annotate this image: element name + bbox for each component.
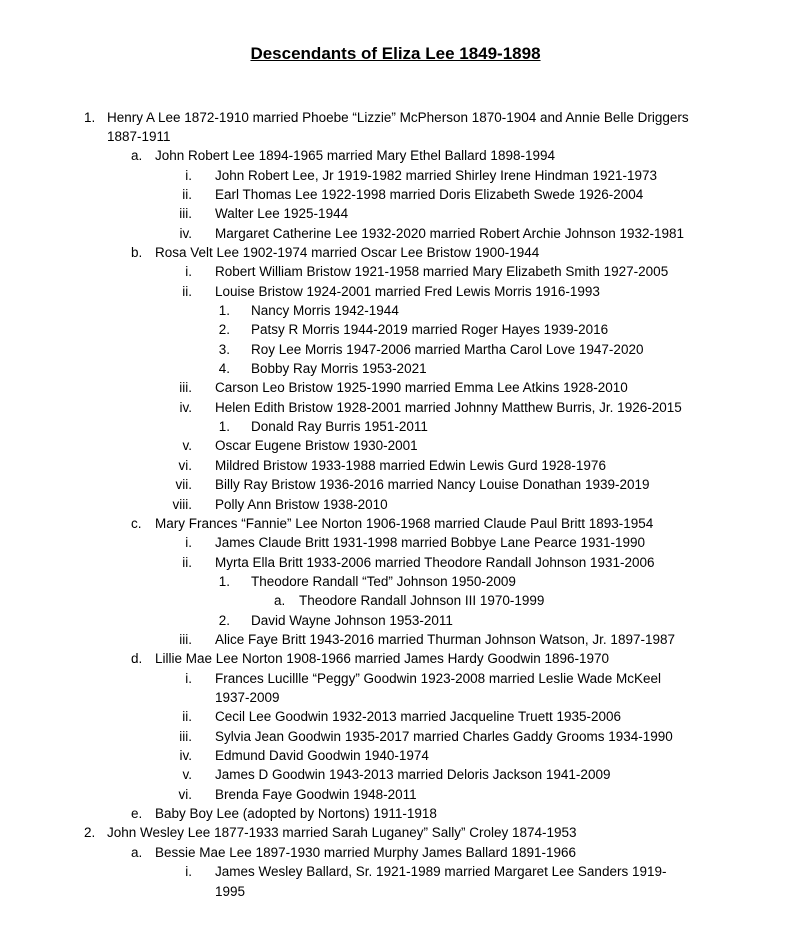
- list-marker: i.: [185, 670, 192, 686]
- list-item: David Wayne Johnson 1953-2011: [251, 612, 453, 628]
- list-marker: 1.: [218, 573, 230, 589]
- list-marker: vi.: [178, 457, 192, 473]
- list-marker: ii.: [182, 554, 192, 570]
- list-marker: vii.: [175, 477, 192, 493]
- list-marker: 3.: [218, 341, 230, 357]
- list-item: Bessie Mae Lee 1897-1930 married Murphy James Ballard 1891-1966: [155, 844, 576, 860]
- list-marker: i.: [185, 264, 192, 280]
- list-item: Sylvia Jean Goodwin 1935-2017 married Charles Gaddy Grooms 1934-1990: [215, 728, 673, 744]
- list-item: Patsy R Morris 1944-2019 married Roger Hayes 1939-2016: [251, 322, 609, 338]
- list-item: Louise Bristow 1924-2001 married Fred Lewis Morris 1916-1993: [215, 283, 600, 299]
- list-marker: i.: [185, 535, 192, 551]
- list-item: Edmund David Goodwin 1940-1974: [215, 748, 429, 764]
- list-item: Nancy Morris 1942-1944: [251, 303, 399, 318]
- list-item: Oscar Eugene Bristow 1930-2001: [215, 438, 418, 454]
- list-marker: iv.: [179, 399, 192, 415]
- list-marker: ii.: [182, 186, 192, 202]
- list-item: Polly Ann Bristow 1938-2010: [215, 496, 388, 512]
- list-marker: 2.: [218, 612, 230, 628]
- list-item: Helen Edith Bristow 1928-2001 married Johnny Matthew Burris, Jr. 1926-2015: [215, 399, 682, 415]
- list-item: Theodore Randall Johnson III 1970-1999: [299, 593, 545, 609]
- list-item: Robert William Bristow 1921-1958 married Mary Elizabeth Smith 1927-2005: [215, 264, 669, 280]
- list-item: Earl Thomas Lee 1922-1998 married Doris Elizabeth Swede 1926-2004: [215, 186, 644, 202]
- list-item: Carson Leo Bristow 1925-1990 married Emma Lee Atkins 1928-2010: [215, 380, 628, 396]
- list-item: Walter Lee 1925-1944: [215, 206, 349, 222]
- list-marker: 2.: [84, 825, 96, 841]
- list-marker: vi.: [178, 786, 192, 802]
- list-marker: d.: [131, 651, 143, 667]
- list-item: Mary Frances “Fannie” Lee Norton 1906-1968 married Claude Paul Britt 1893-1954: [155, 515, 654, 531]
- list-marker: viii.: [172, 496, 192, 512]
- list-item: John Robert Lee 1894-1965 married Mary Ethel Ballard 1898-1994: [155, 148, 555, 164]
- list-item: 1887-1911: [107, 128, 171, 144]
- list-marker: 1.: [218, 419, 230, 435]
- list-marker: b.: [131, 244, 143, 260]
- list-item: John Robert Lee, Jr 1919-1982 married Shirley Irene Hindman 1921-1973: [215, 167, 658, 183]
- list-item: Bobby Ray Morris 1953-2021: [251, 361, 427, 377]
- list-item: Baby Boy Lee (adopted by Nortons) 1911-1918: [155, 806, 437, 822]
- list-marker: i.: [185, 167, 192, 183]
- list-item: Alice Faye Britt 1943-2016 married Thurman Johnson Watson, Jr. 1897-1987: [215, 631, 675, 647]
- list-marker: ii.: [182, 283, 192, 299]
- list-item: Frances Lucillle “Peggy” Goodwin 1923-2008 married Leslie Wade McKeel: [215, 670, 661, 686]
- list-item: 1937-2009: [215, 690, 280, 705]
- list-item: Mildred Bristow 1933-1988 married Edwin Lewis Gurd 1928-1976: [215, 457, 606, 473]
- list-item: Henry A Lee 1872-1910 married Phoebe “Lizzie” McPherson 1870-1904 and Annie Belle Driggers: [107, 109, 689, 125]
- list-marker: a.: [131, 148, 143, 164]
- list-item: James Wesley Ballard, Sr. 1921-1989 married Margaret Lee Sanders 1919-: [215, 864, 667, 880]
- list-marker: iii.: [179, 206, 192, 222]
- list-marker: a.: [274, 593, 286, 609]
- list-item: Rosa Velt Lee 1902-1974 married Oscar Lee Bristow 1900-1944: [155, 244, 540, 260]
- list-item: James D Goodwin 1943-2013 married Deloris Jackson 1941-2009: [215, 767, 611, 783]
- list-item: Margaret Catherine Lee 1932-2020 married Robert Archie Johnson 1932-1981: [215, 225, 685, 241]
- list-item: John Wesley Lee 1877-1933 married Sarah Luganey” Sally” Croley 1874-1953: [107, 825, 577, 841]
- list-marker: 2.: [218, 322, 230, 338]
- list-item: 1995: [215, 883, 246, 899]
- document-title: Descendants of Eliza Lee 1849-1898: [250, 44, 541, 63]
- list-marker: v.: [182, 767, 192, 783]
- list-item: Brenda Faye Goodwin 1948-2011: [215, 786, 417, 802]
- list-item: Theodore Randall “Ted” Johnson 1950-2009: [251, 573, 516, 589]
- list-marker: iv.: [179, 225, 192, 241]
- list-item: Myrta Ella Britt 1933-2006 married Theodore Randall Johnson 1931-2006: [215, 554, 655, 570]
- list-marker: i.: [185, 864, 192, 880]
- list-marker: iii.: [179, 380, 192, 396]
- list-marker: a.: [131, 844, 143, 860]
- list-marker: 1.: [218, 303, 230, 318]
- list-item: Lillie Mae Lee Norton 1908-1966 married James Hardy Goodwin 1896-1970: [155, 651, 610, 667]
- list-marker: iii.: [179, 631, 192, 647]
- list-marker: 1.: [84, 109, 96, 125]
- list-marker: c.: [131, 515, 142, 531]
- list-marker: v.: [182, 438, 192, 454]
- list-marker: 4.: [218, 361, 230, 377]
- list-item: James Claude Britt 1931-1998 married Bobbye Lane Pearce 1931-1990: [215, 535, 646, 551]
- list-item: Roy Lee Morris 1947-2006 married Martha Carol Love 1947-2020: [251, 341, 644, 357]
- list-item: Donald Ray Burris 1951-2011: [251, 419, 428, 435]
- list-marker: iii.: [179, 728, 192, 744]
- list-marker: e.: [131, 806, 143, 822]
- list-item: Cecil Lee Goodwin 1932-2013 married Jacqueline Truett 1935-2006: [215, 709, 622, 725]
- list-marker: ii.: [182, 709, 192, 725]
- list-marker: iv.: [179, 748, 192, 764]
- list-item: Billy Ray Bristow 1936-2016 married Nancy Louise Donathan 1939-2019: [215, 477, 650, 493]
